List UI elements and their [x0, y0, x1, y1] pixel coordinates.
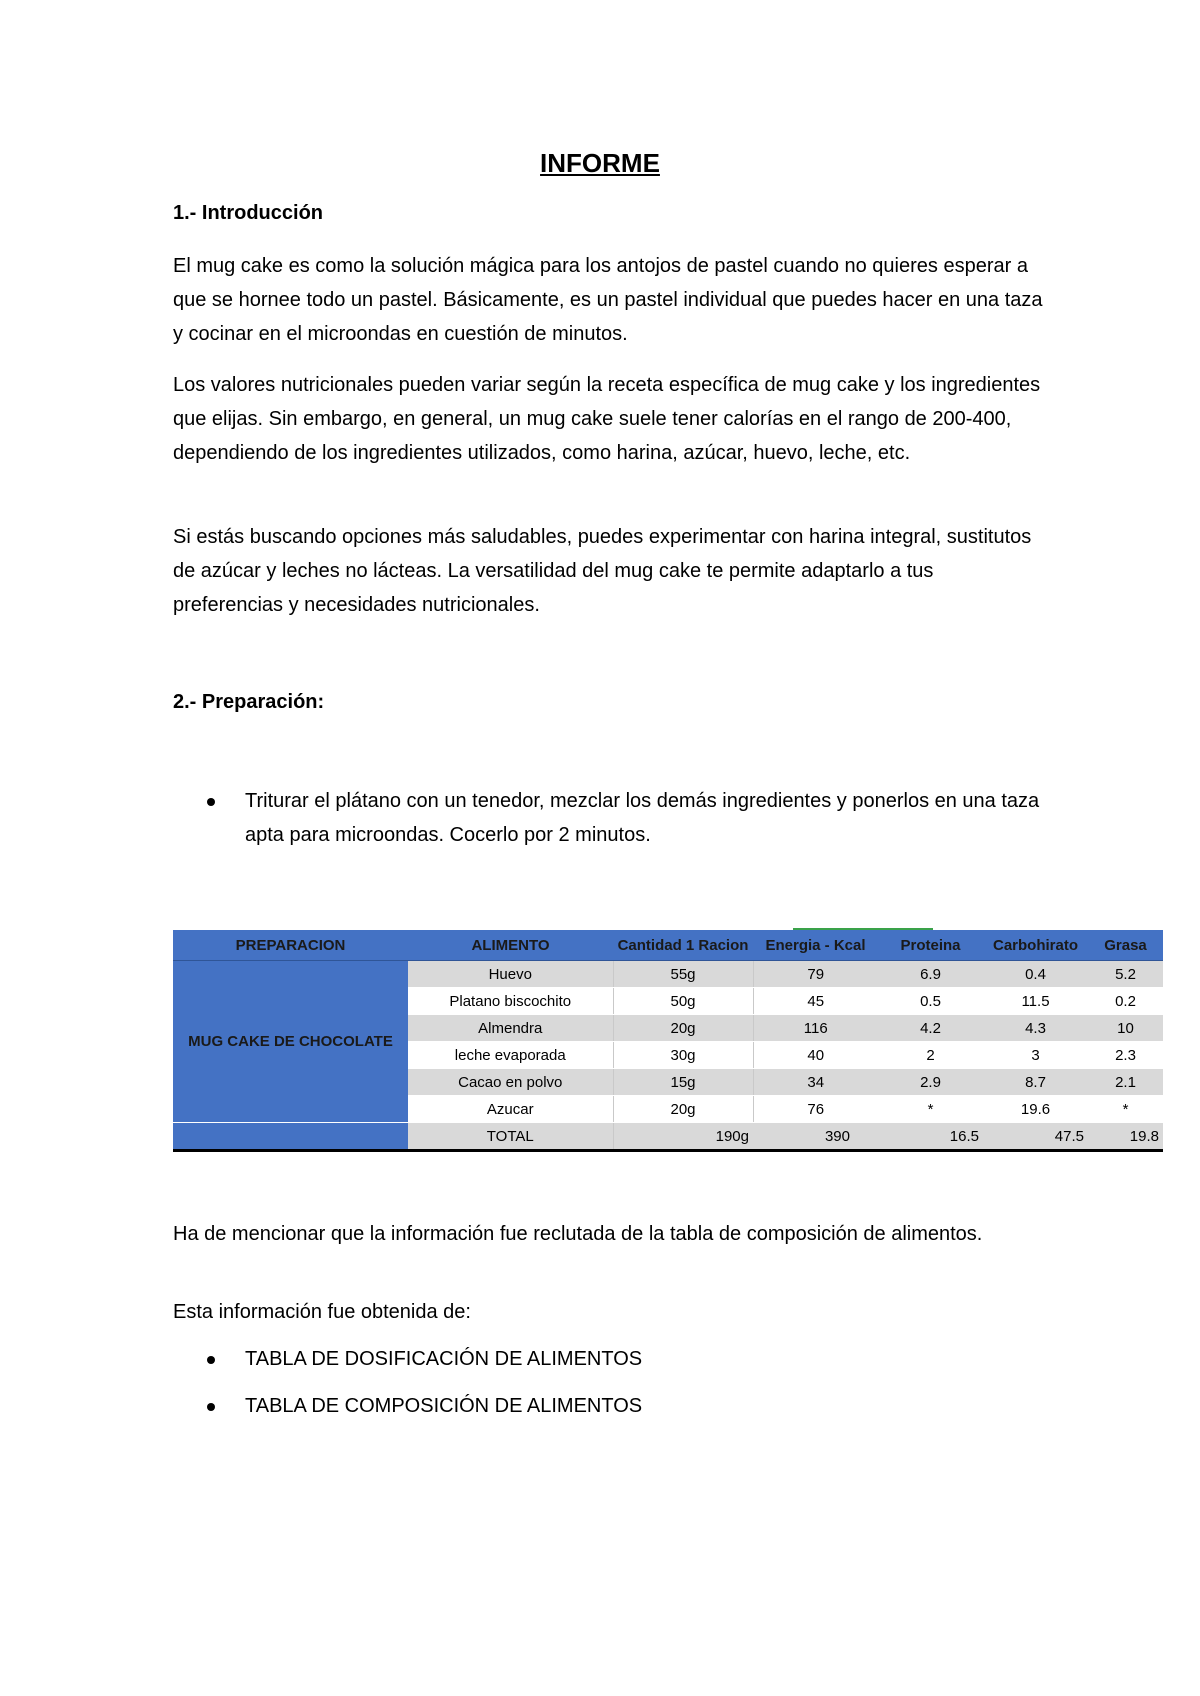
section-heading-introduccion: 1.- Introducción	[173, 202, 323, 224]
bullet-text: Triturar el plátano con un tenedor, mezclar los demás ingredientes y ponerlos en una taza apta para microondas. Cocerlo por 2 minutos.	[245, 790, 1040, 846]
table-row	[173, 961, 1163, 988]
cell-carbohidrato: 11.5	[983, 988, 1088, 1015]
nutrition-table-block	[173, 928, 1163, 1148]
preparacion-total-cell	[173, 1123, 408, 1151]
cell-cantidad: 50g	[613, 988, 753, 1015]
cell-proteina: 4.2	[878, 1015, 983, 1042]
cell-grasa: 2.3	[1088, 1042, 1163, 1069]
cell-cantidad: 15g	[613, 1069, 753, 1096]
header-alimento: ALIMENTO	[408, 930, 613, 961]
table-total-row	[173, 1123, 1163, 1151]
page-title: INFORME	[540, 148, 660, 178]
cell-proteina: 6.9	[878, 961, 983, 988]
cell-alimento: Cacao en polvo	[408, 1069, 613, 1096]
cell-cantidad: 20g	[613, 1015, 753, 1042]
header-cantidad: Cantidad 1 Racion	[613, 930, 753, 961]
cell-cantidad: 20g	[613, 1096, 753, 1123]
cell-grasa: 10	[1088, 1015, 1163, 1042]
closing-paragraph-1: Ha de mencionar que la información fue reclutada de la tabla de composición de alimentos.	[173, 1223, 983, 1245]
cell-proteina: 2	[878, 1042, 983, 1069]
intro-paragraph-3: Si estás buscando opciones más saludables, puedes experimentar con harina integral, sustitutos de azúcar y leches no lácteas. La versatilidad del mug cake te permite adaptarlo a tus preferencias y necesidades nutricionales.	[173, 526, 1032, 616]
cell-grasa: 0.2	[1088, 988, 1163, 1015]
total-grasa: 19.8	[1088, 1123, 1163, 1151]
table-header-row	[173, 930, 1163, 961]
closing-paragraph-2: Esta información fue obtenida de:	[173, 1301, 471, 1323]
cell-proteina: 0.5	[878, 988, 983, 1015]
cell-energia: 116	[753, 1015, 878, 1042]
total-energia: 390	[753, 1123, 878, 1151]
total-proteina: 16.5	[878, 1123, 983, 1151]
source-text: TABLA DE DOSIFICACIÓN DE ALIMENTOS	[245, 1348, 643, 1370]
cell-carbohidrato: 19.6	[983, 1096, 1088, 1123]
cell-proteina: *	[878, 1096, 983, 1123]
intro-paragraph-2: Los valores nutricionales pueden variar según la receta específica de mug cake y los ingredientes que elijas. Sin embargo, en general, un mug cake suele tener calorías en el rango de 200-400, dependiendo de los ingredientes utilizados, como harina, azúcar, huevo, leche, etc.	[173, 374, 1041, 464]
cell-energia: 34	[753, 1069, 878, 1096]
cell-grasa: 2.1	[1088, 1069, 1163, 1096]
header-grasa: Grasa	[1088, 930, 1163, 961]
cell-grasa: *	[1088, 1096, 1163, 1123]
cell-alimento: Almendra	[408, 1015, 613, 1042]
bullet-dot-icon	[207, 1403, 215, 1411]
cell-energia: 76	[753, 1096, 878, 1123]
cell-alimento: Huevo	[408, 961, 613, 988]
cell-cantidad: 30g	[613, 1042, 753, 1069]
bullet-dot-icon	[207, 1356, 215, 1364]
source-text: TABLA DE COMPOSICIÓN DE ALIMENTOS	[245, 1395, 643, 1417]
cell-carbohidrato: 4.3	[983, 1015, 1088, 1042]
intro-paragraph-1: El mug cake es como la solución mágica para los antojos de pastel cuando no quieres esperar a que se hornee todo un pastel. Básicamente, es un pastel individual que puedes hacer en una taza y cocinar en el microondas en cuestión de minutos.	[173, 255, 1043, 345]
cell-carbohidrato: 0.4	[983, 961, 1088, 988]
header-carbohidrato: Carbohirato	[983, 930, 1088, 961]
section-heading-preparacion: 2.- Preparación:	[173, 691, 325, 713]
header-proteina: Proteina	[878, 930, 983, 961]
cell-cantidad: 55g	[613, 961, 753, 988]
cell-alimento: Platano biscochito	[408, 988, 613, 1015]
header-energia: Energia - Kcal	[753, 930, 878, 961]
cell-energia: 79	[753, 961, 878, 988]
cell-energia: 45	[753, 988, 878, 1015]
cell-carbohidrato: 3	[983, 1042, 1088, 1069]
total-label: TOTAL	[408, 1123, 613, 1151]
cell-alimento: leche evaporada	[408, 1042, 613, 1069]
total-cantidad: 190g	[613, 1123, 753, 1151]
total-carbohidrato: 47.5	[983, 1123, 1088, 1151]
preparacion-cell: MUG CAKE DE CHOCOLATE	[173, 961, 408, 1123]
bullet-dot-icon	[207, 798, 215, 806]
cell-energia: 40	[753, 1042, 878, 1069]
nutrition-table	[173, 930, 1163, 1152]
cell-proteina: 2.9	[878, 1069, 983, 1096]
cell-carbohidrato: 8.7	[983, 1069, 1088, 1096]
cell-alimento: Azucar	[408, 1096, 613, 1123]
cell-grasa: 5.2	[1088, 961, 1163, 988]
header-preparacion: PREPARACION	[173, 930, 408, 961]
